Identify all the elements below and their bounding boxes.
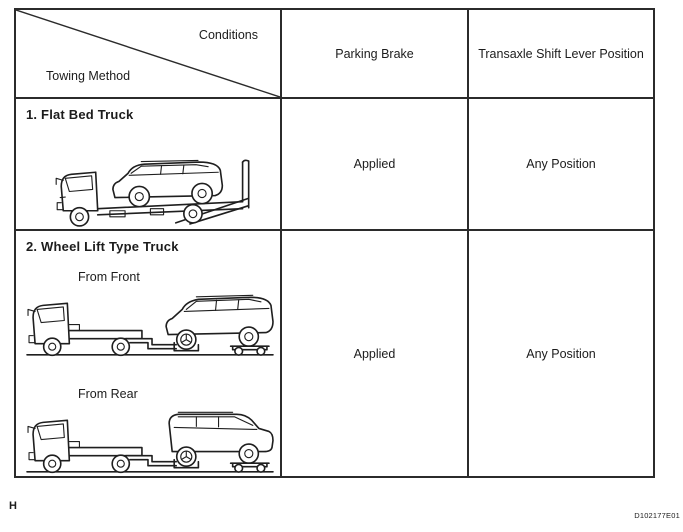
- flat-bed-truck-illustration: [54, 153, 262, 235]
- section-marker: H: [9, 500, 17, 512]
- from-front-label: From Front: [78, 270, 140, 284]
- flat-bed-method-cell: [16, 99, 282, 231]
- towing-conditions-table: [14, 8, 655, 478]
- diagonal-divider-line: [16, 10, 280, 97]
- wheel-lift-from-front-illustration: [25, 284, 275, 362]
- wheel-lift-method-cell: [16, 231, 282, 476]
- flat-bed-shift-lever-value: Any Position: [469, 99, 653, 231]
- figure-code: D102177E01: [634, 511, 680, 520]
- wheel-lift-shift-lever-value: Any Position: [526, 346, 596, 361]
- header-conditions-label: Conditions: [198, 28, 258, 42]
- header-parking-brake: Parking Brake: [282, 10, 469, 99]
- wheel-lift-parking-brake-value: Applied: [282, 231, 469, 476]
- header-shift-lever-position: Transaxle Shift Lever Position: [469, 10, 653, 99]
- header-corner-cell: [16, 10, 282, 99]
- header-towing-method-label: Towing Method: [46, 69, 131, 83]
- from-rear-label: From Rear: [78, 387, 138, 401]
- wheel-lift-from-rear-illustration: [25, 401, 275, 479]
- wheel-lift-title: 2. Wheel Lift Type Truck: [26, 239, 179, 254]
- flat-bed-parking-brake-value: Applied: [282, 99, 469, 231]
- flat-bed-title: 1. Flat Bed Truck: [26, 107, 134, 122]
